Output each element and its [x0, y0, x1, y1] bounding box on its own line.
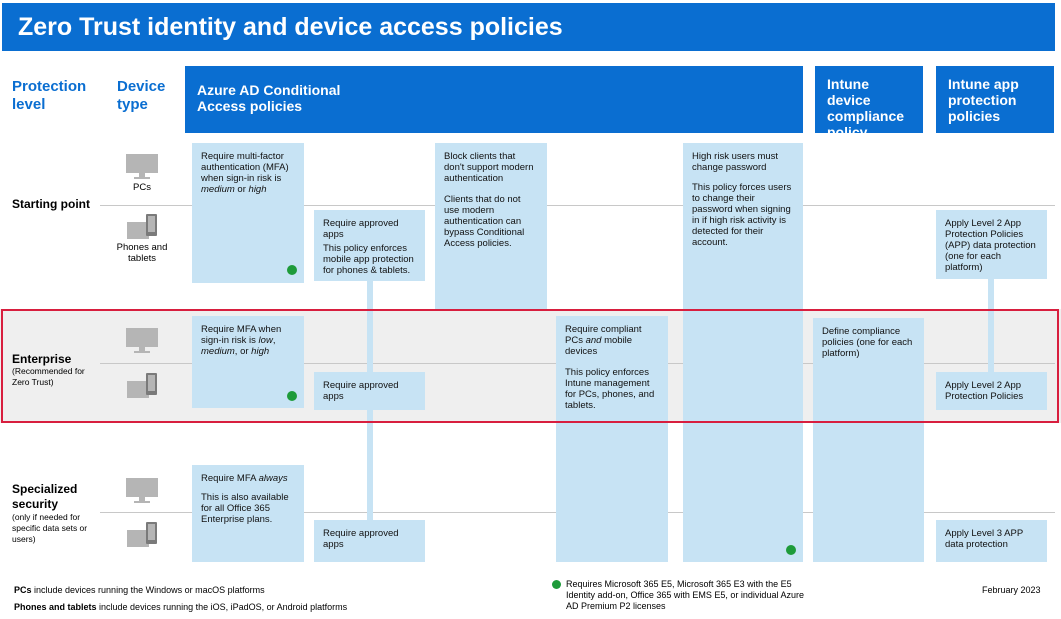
policy-app-level2-starting [936, 210, 1047, 279]
text: Require approved apps [323, 218, 399, 240]
text-italic: medium [201, 346, 235, 357]
text-italic: high [251, 346, 270, 357]
text-bold: PCs [14, 585, 32, 595]
device-label-phones: Phones and tablets [116, 242, 168, 264]
license-dot-icon [552, 580, 561, 589]
text: This policy enforces mobile app protection for phones & tablets. [323, 243, 414, 276]
text: Clients that do not use modern authentication can bypass Conditional Access policies. [444, 194, 525, 249]
policy-approved-apps-specialized [314, 520, 425, 562]
header-intune-app: Intune app protection policies [936, 66, 1054, 133]
row-label-starting: Starting point [12, 197, 90, 211]
policy-block-legacy-auth [435, 143, 547, 309]
header-azure-ad [185, 66, 803, 133]
text-italic: medium [201, 184, 235, 195]
text: include devices running the Windows or macOS platforms [31, 585, 265, 595]
text: Require MFA [201, 473, 259, 484]
text: mobile devices [565, 335, 633, 357]
text: High risk users must change password [692, 151, 779, 173]
text: Apply Level 2 App Protection Policies (APP) data protection (one for each platform) [945, 218, 1036, 273]
pc-icon [126, 478, 158, 504]
text-bold: Phones and tablets [14, 602, 97, 612]
license-dot-icon [786, 545, 796, 555]
license-dot-icon [287, 265, 297, 275]
text: Require compliant PCs [565, 324, 642, 346]
row-sub-enterprise: (Recommended for Zero Trust) [12, 366, 85, 387]
text: Apply Level 3 APP data protection [945, 528, 1023, 550]
policy-app-level3-specialized [936, 520, 1047, 562]
text-italic: low [258, 335, 273, 346]
text: This is also available for all Office 365 Enterprise plans. [201, 492, 289, 525]
footer-date: February 2023 [982, 585, 1041, 595]
footer-pcs-note [14, 585, 265, 596]
policy-mfa-starting [192, 143, 304, 283]
text: Apply Level 2 App Protection Policies [945, 380, 1024, 402]
header-device-type: Device type [117, 78, 166, 113]
text: Define compliance policies (one for each platform) [822, 326, 913, 359]
text: This policy forces users to change their password when signing in if high risk activity is detected for their account. [692, 182, 792, 248]
text-italic: always [258, 473, 288, 484]
text: or [234, 184, 249, 195]
text: , [272, 335, 276, 346]
text: Require MFA when sign-in risk is [201, 324, 282, 346]
text: Block clients that don't support modern authentication [444, 151, 534, 184]
row-label-enterprise: Enterprise [12, 352, 72, 366]
text: Require multi-factor authentication (MFA) when sign-in risk is [201, 151, 289, 184]
text: Require approved apps [323, 528, 399, 550]
row-label-specialized: Specialized security [12, 482, 78, 511]
pc-icon [126, 154, 158, 180]
text: include devices running the iOS, iPadOS, or Android platforms [96, 602, 348, 612]
text: Require approved apps [323, 380, 399, 402]
policy-approved-apps-starting [314, 210, 425, 281]
phone-tablet-icon [127, 214, 159, 240]
footer-phones-note [14, 602, 347, 613]
footer-license-legend: Requires Microsoft 365 E5, Microsoft 365 E3 with the E5 Identity add-on, Office 365 with EMS E5, or individual Azure AD Premium P2 licenses [566, 579, 804, 611]
header-intune-compliance: Intune device compliance policy [815, 66, 923, 133]
enterprise-highlight-frame [1, 309, 1059, 423]
text-italic: high [248, 184, 267, 195]
header-azure-ad-label: Azure AD Conditional Access policies [197, 82, 341, 114]
policy-mfa-specialized [192, 465, 304, 562]
row-sub-specialized: (only if needed for specific data sets or users) [12, 512, 88, 544]
phone-tablet-icon [127, 522, 159, 548]
text: This policy enforces Intune management for PCs, phones, and tablets. [565, 367, 655, 411]
connector-approved-ent-spec [367, 410, 373, 520]
text-italic: and [585, 335, 602, 346]
header-protection-level: Protection level [12, 78, 87, 113]
device-label-pcs: PCs [133, 182, 151, 193]
text: , or [234, 346, 252, 357]
page-title: Zero Trust identity and device access policies [2, 3, 1055, 51]
